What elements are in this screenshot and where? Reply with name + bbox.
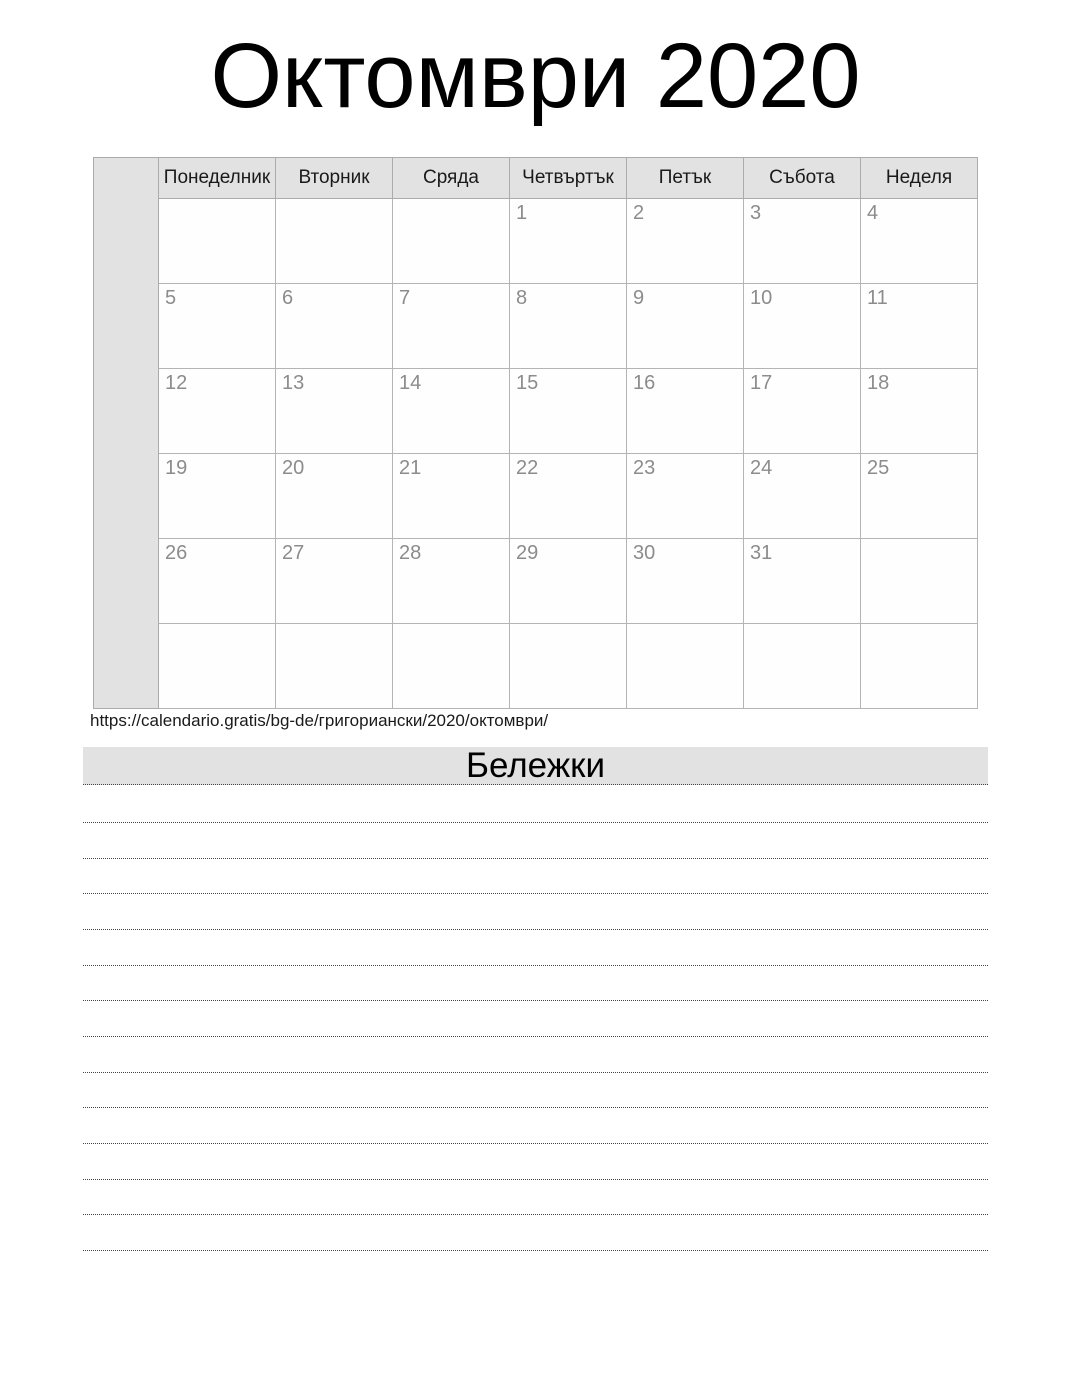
day-number: 10 — [750, 287, 773, 309]
weekday-header-monday: Понеделник — [159, 158, 276, 199]
note-line — [83, 858, 988, 859]
calendar-day-cell — [159, 539, 276, 624]
day-number: 1 — [516, 202, 528, 224]
calendar-day-cell — [159, 454, 276, 539]
calendar-week-row — [94, 284, 978, 369]
day-number: 13 — [282, 372, 305, 394]
note-line — [83, 1036, 988, 1037]
calendar-day-cell — [627, 454, 744, 539]
calendar-week-row — [94, 624, 978, 709]
calendar-day-cell — [159, 624, 276, 709]
calendar-day-cell — [276, 369, 393, 454]
day-number: 27 — [282, 542, 305, 564]
calendar-week-row — [94, 369, 978, 454]
day-number: 15 — [516, 372, 539, 394]
note-line — [83, 893, 988, 894]
day-number: 9 — [633, 287, 645, 309]
calendar-day-cell — [276, 539, 393, 624]
calendar-day-cell — [744, 539, 861, 624]
day-number: 19 — [165, 457, 188, 479]
day-number: 29 — [516, 542, 539, 564]
note-line — [83, 1250, 988, 1251]
day-number: 16 — [633, 372, 656, 394]
calendar-day-cell — [159, 284, 276, 369]
day-number: 21 — [399, 457, 422, 479]
calendar-day-cell — [627, 199, 744, 284]
calendar-day-cell — [744, 284, 861, 369]
day-number: 5 — [165, 287, 177, 309]
weekday-header-thursday: Четвъртък — [510, 158, 627, 199]
calendar-day-cell — [861, 369, 978, 454]
calendar-table — [93, 157, 978, 709]
calendar-day-cell — [627, 369, 744, 454]
day-number: 22 — [516, 457, 539, 479]
calendar-day-cell — [744, 369, 861, 454]
calendar-day-cell — [510, 199, 627, 284]
note-line — [83, 1214, 988, 1215]
calendar-day-cell — [510, 539, 627, 624]
calendar-day-cell — [159, 199, 276, 284]
day-number: 12 — [165, 372, 188, 394]
day-number: 31 — [750, 542, 773, 564]
calendar-day-cell — [393, 284, 510, 369]
weekday-header-wednesday: Сряда — [393, 158, 510, 199]
day-number: 14 — [399, 372, 422, 394]
weekday-header-row — [94, 158, 978, 199]
page-title: Октомври 2020 — [210, 25, 861, 127]
calendar-day-cell — [393, 369, 510, 454]
calendar-left-spacer — [94, 158, 159, 709]
note-line — [83, 965, 988, 966]
calendar-day-cell — [276, 454, 393, 539]
day-number: 17 — [750, 372, 773, 394]
calendar-day-cell — [744, 199, 861, 284]
calendar-day-cell — [276, 284, 393, 369]
day-number: 24 — [750, 457, 773, 479]
calendar-day-cell — [861, 624, 978, 709]
calendar-day-cell — [159, 369, 276, 454]
day-number: 6 — [282, 287, 294, 309]
day-number: 11 — [867, 287, 888, 309]
calendar-day-cell — [510, 624, 627, 709]
weekday-header-saturday: Събота — [744, 158, 861, 199]
calendar-day-cell — [861, 284, 978, 369]
calendar-day-cell — [627, 539, 744, 624]
calendar-day-cell — [393, 539, 510, 624]
calendar-day-cell — [393, 624, 510, 709]
calendar-week-row — [94, 454, 978, 539]
note-line — [83, 1179, 988, 1180]
note-line — [83, 1072, 988, 1073]
calendar-day-cell — [393, 454, 510, 539]
day-number: 30 — [633, 542, 656, 564]
notes-header-band — [83, 747, 988, 785]
day-number: 18 — [867, 372, 890, 394]
weekday-header-friday: Петък — [627, 158, 744, 199]
calendar-day-cell — [627, 284, 744, 369]
calendar-week-row — [94, 199, 978, 284]
note-line — [83, 1000, 988, 1001]
calendar-day-cell — [861, 539, 978, 624]
note-line — [83, 929, 988, 930]
calendar-day-cell — [393, 199, 510, 284]
notes-title: Бележки — [465, 746, 606, 785]
note-line — [83, 822, 988, 823]
calendar-day-cell — [510, 284, 627, 369]
day-number: 25 — [867, 457, 890, 479]
day-number: 2 — [633, 202, 645, 224]
calendar-day-cell — [510, 454, 627, 539]
calendar-day-cell — [744, 624, 861, 709]
calendar-week-row — [94, 539, 978, 624]
source-url: https://calendario.gratis/bg-de/григориански/2020/октомври/ — [90, 711, 549, 730]
day-number: 3 — [750, 202, 762, 224]
calendar-day-cell — [861, 199, 978, 284]
calendar-day-cell — [861, 454, 978, 539]
calendar-day-cell — [627, 624, 744, 709]
day-number: 26 — [165, 542, 188, 564]
calendar-day-cell — [276, 199, 393, 284]
calendar-day-cell — [744, 454, 861, 539]
day-number: 8 — [516, 287, 528, 309]
day-number: 7 — [399, 287, 411, 309]
weekday-header-tuesday: Вторник — [276, 158, 393, 199]
day-number: 23 — [633, 457, 656, 479]
note-line — [83, 1107, 988, 1108]
calendar-day-cell — [510, 369, 627, 454]
day-number: 28 — [399, 542, 422, 564]
note-line — [83, 1143, 988, 1144]
day-number: 4 — [867, 202, 879, 224]
calendar-day-cell — [276, 624, 393, 709]
day-number: 20 — [282, 457, 305, 479]
weekday-header-sunday: Неделя — [861, 158, 978, 199]
